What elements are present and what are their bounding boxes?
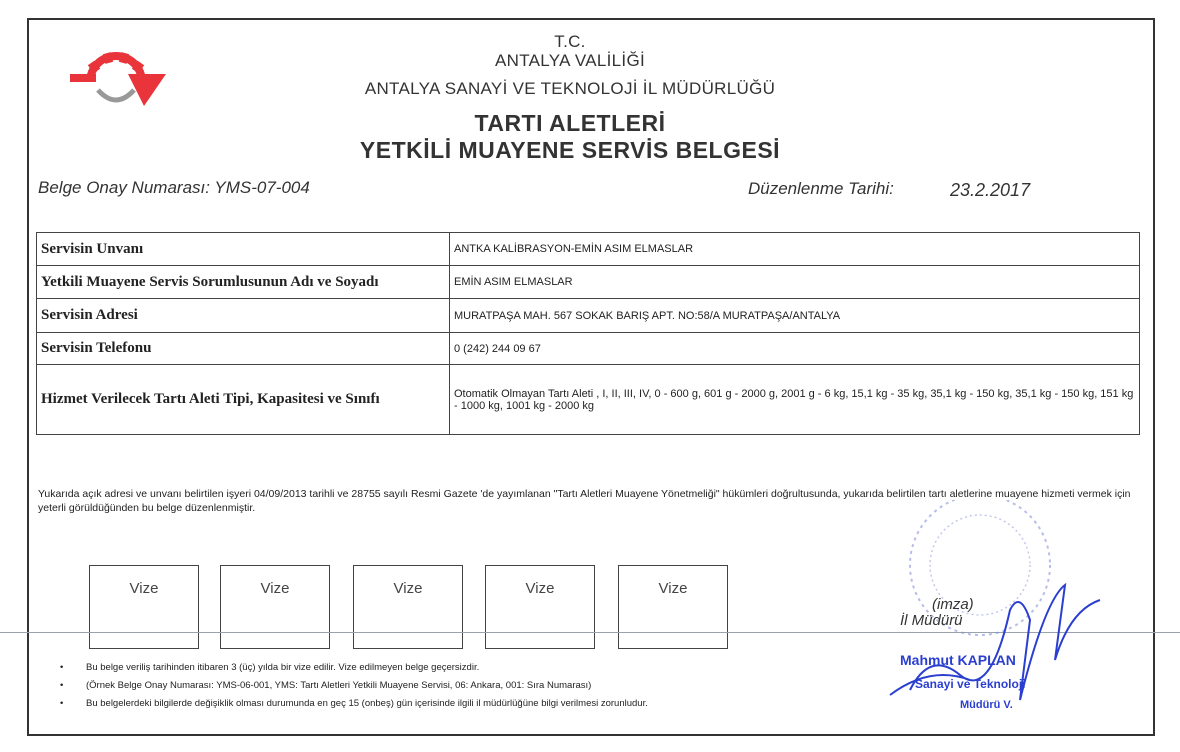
table-row bbox=[37, 299, 1140, 333]
row-label: Hizmet Verilecek Tartı Aleti Tipi, Kapasitesi ve Sınıfı bbox=[37, 365, 450, 435]
table-row bbox=[37, 266, 1140, 299]
vize-box: Vize bbox=[89, 565, 199, 649]
row-label: Servisin Telefonu bbox=[37, 333, 450, 365]
header-mudurluk: ANTALYA SANAYİ VE TEKNOLOJİ İL MÜDÜRLÜĞÜ bbox=[364, 79, 776, 98]
header-tc: T.C. bbox=[554, 32, 586, 51]
issue-date-value: 23.2.2017 bbox=[950, 180, 1031, 200]
table-row bbox=[37, 365, 1140, 435]
ministry-gear-logo bbox=[68, 44, 168, 114]
row-value: 0 (242) 244 09 67 bbox=[450, 333, 1140, 365]
row-label: Servisin Unvanı bbox=[37, 233, 450, 266]
table-row bbox=[37, 233, 1140, 266]
certificate-paragraph: Yukarıda açık adresi ve unvanı belirtilen işyeri 04/09/2013 tarihli ve 28755 sayılı Resmi Gazete 'de yayımlanan "Tartı Aletleri Muayene Yönetmeliği" hükümleri doğrultusunda, yukarıda belirtilen tartı aletlerine muayene hizmeti vermek için yeterli görüldüğünden bu belge düzenlenmiştir. bbox=[38, 488, 1131, 514]
vize-box: Vize bbox=[353, 565, 463, 649]
note-text: Bu belge veriliş tarihinden itibaren 3 (üç) yılda bir vize edilir. Vize edilmeyen belge geçersizdir. bbox=[86, 662, 480, 673]
vize-box: Vize bbox=[485, 565, 595, 649]
info-table bbox=[36, 232, 1140, 435]
signature-placeholder: (imza) bbox=[932, 596, 974, 613]
row-value: MURATPAŞA MAH. 567 SOKAK BARIŞ APT. NO:58/A MURATPAŞA/ANTALYA bbox=[450, 299, 1140, 333]
row-value: EMİN ASIM ELMASLAR bbox=[450, 266, 1140, 299]
vize-box: Vize bbox=[220, 565, 330, 649]
list-item: • (Örnek Belge Onay Numarası: YMS-06-001, YMS: Tartı Aletleri Yetkili Muayene Servisi, 06: Ankara, 001: Sıra Numarası) bbox=[60, 680, 648, 698]
row-label: Yetkili Muayene Servis Sorumlusunun Adı ve Soyadı bbox=[37, 266, 450, 299]
row-value: Otomatik Olmayan Tartı Aleti , I, II, III, IV, 0 - 600 g, 601 g - 2000 g, 2001 g - 6 kg, 15,1 kg - 35 kg, 35,1 kg - 150 kg, 35,1 kg - 150 kg, 151 kg - 1000 kg, 1001 kg - 2000 kg bbox=[450, 365, 1140, 435]
document-title: TARTI ALETLERİ bbox=[474, 110, 666, 136]
vize-box: Vize bbox=[618, 565, 728, 649]
issue-date-label: Düzenlenme Tarihi: bbox=[748, 179, 894, 198]
approval-number: Belge Onay Numarası: YMS-07-004 bbox=[38, 178, 310, 197]
row-label: Servisin Adresi bbox=[37, 299, 450, 333]
note-text: Bu belgelerdeki bilgilerde değişiklik olması durumunda en geç 15 (onbeş) gün içerisinde ilgili il müdürlüğüne bilgi verilmesi zorunludur. bbox=[86, 698, 648, 709]
row-value: ANTKA KALİBRASYON-EMİN ASIM ELMASLAR bbox=[450, 233, 1140, 266]
list-item: • Bu belgelerdeki bilgilerde değişiklik olması durumunda en geç 15 (onbeş) gün içerisinde ilgili il müdürlüğüne bilgi verilmesi zorunludur. bbox=[60, 698, 648, 716]
table-row bbox=[37, 333, 1140, 365]
document-subtitle: YETKİLİ MUAYENE SERVİS BELGESİ bbox=[359, 137, 781, 163]
list-item: • Bu belge veriliş tarihinden itibaren 3 (üç) yılda bir vize edilir. Vize edilmeyen belge geçersizdir. bbox=[60, 662, 648, 680]
note-text: (Örnek Belge Onay Numarası: YMS-06-001, YMS: Tartı Aletleri Yetkili Muayene Servisi, 06: Ankara, 001: Sıra Numarası) bbox=[86, 680, 592, 691]
signature-title: İl Müdürü bbox=[900, 612, 963, 629]
notes-list bbox=[60, 662, 648, 716]
header-valilik: ANTALYA VALİLİĞİ bbox=[495, 51, 645, 70]
stamp-name: Mahmut KAPLAN bbox=[900, 652, 1016, 668]
stamp-line2: Sanayi ve Teknoloji bbox=[915, 677, 1026, 691]
stamp-line3: Müdürü V. bbox=[960, 699, 1013, 711]
